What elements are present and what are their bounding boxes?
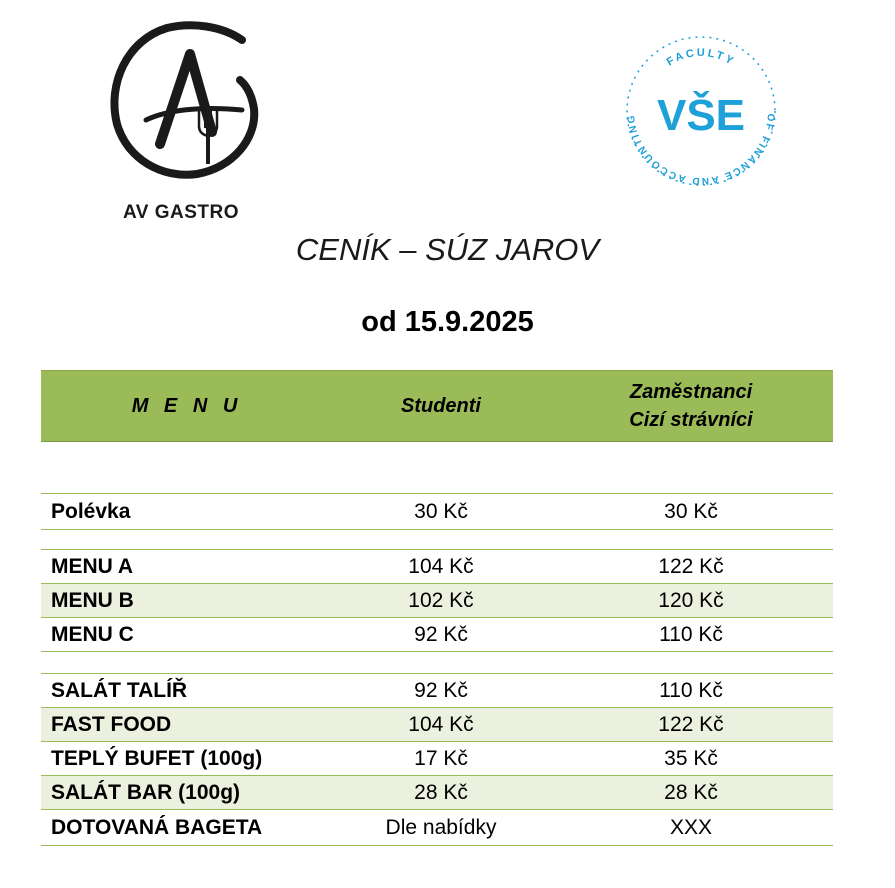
- vse-seal-icon: [618, 28, 784, 194]
- price-students: 30 Kč: [414, 499, 468, 523]
- table-row: [41, 618, 833, 652]
- price-table: [41, 370, 833, 839]
- table-row: [41, 674, 833, 708]
- item-name: Polévka: [51, 499, 131, 523]
- price-others: 122 Kč: [658, 554, 724, 578]
- price-others: 110 Kč: [659, 678, 723, 702]
- price-students: 104 Kč: [408, 712, 474, 736]
- price-students: 17 Kč: [414, 746, 468, 770]
- header-employees-line2: Cizí strávníci: [629, 409, 753, 431]
- table-spacer: [41, 652, 833, 674]
- vse-letters: VŠE: [656, 91, 746, 140]
- item-name: MENU A: [51, 554, 134, 578]
- price-students: Dle nabídky: [385, 815, 497, 839]
- table-row: [41, 494, 833, 530]
- table-row: [41, 810, 833, 846]
- vse-faculty-logo: [618, 28, 784, 194]
- page-title: CENÍK – SÚZ JAROV: [295, 232, 600, 267]
- item-name: SALÁT TALÍŘ: [51, 678, 188, 702]
- header-employees-line1: Zaměstnanci: [629, 381, 753, 403]
- table-row: [41, 742, 833, 776]
- price-students: 92 Kč: [414, 678, 468, 702]
- header-menu: M E N U: [131, 395, 243, 417]
- av-gastro-logo: [72, 14, 290, 223]
- valid-from-date: od 15.9.2025: [361, 306, 534, 338]
- header-students: Studenti: [401, 395, 481, 417]
- av-gastro-text: AV GASTRO: [122, 202, 240, 223]
- table-row: [41, 550, 833, 584]
- table-header: [41, 370, 833, 442]
- table-row: [41, 708, 833, 742]
- item-name: MENU B: [51, 588, 134, 612]
- price-others: 30 Kč: [664, 499, 718, 523]
- price-others: 35 Kč: [664, 746, 718, 770]
- table-row: [41, 584, 833, 618]
- item-name: DOTOVANÁ BAGETA: [51, 815, 263, 839]
- price-students: 28 Kč: [414, 780, 468, 804]
- price-others: 110 Kč: [659, 622, 723, 646]
- price-students: 92 Kč: [414, 622, 468, 646]
- item-name: MENU C: [51, 622, 134, 646]
- item-name: FAST FOOD: [51, 712, 172, 736]
- table-row: [41, 776, 833, 810]
- price-others: 122 Kč: [658, 712, 724, 736]
- price-others: XXX: [669, 815, 713, 839]
- table-spacer: [41, 530, 833, 550]
- svg-text:FACULTY: [665, 47, 738, 69]
- item-name: SALÁT BAR (100g): [51, 780, 241, 804]
- price-others: 120 Kč: [658, 588, 724, 612]
- av-gastro-emblem-icon: [72, 14, 290, 204]
- header-employees: [549, 371, 833, 441]
- vse-ring-top-text: FACULTY: [664, 46, 738, 69]
- vse-ring-bottom-text: OF FINANCE AND ACCOUNTING: [625, 112, 777, 187]
- price-others: 28 Kč: [664, 780, 718, 804]
- table-spacer: [41, 442, 833, 494]
- item-name: TEPLÝ BUFET (100g): [51, 746, 263, 770]
- price-students: 104 Kč: [408, 554, 474, 578]
- price-students: 102 Kč: [408, 588, 474, 612]
